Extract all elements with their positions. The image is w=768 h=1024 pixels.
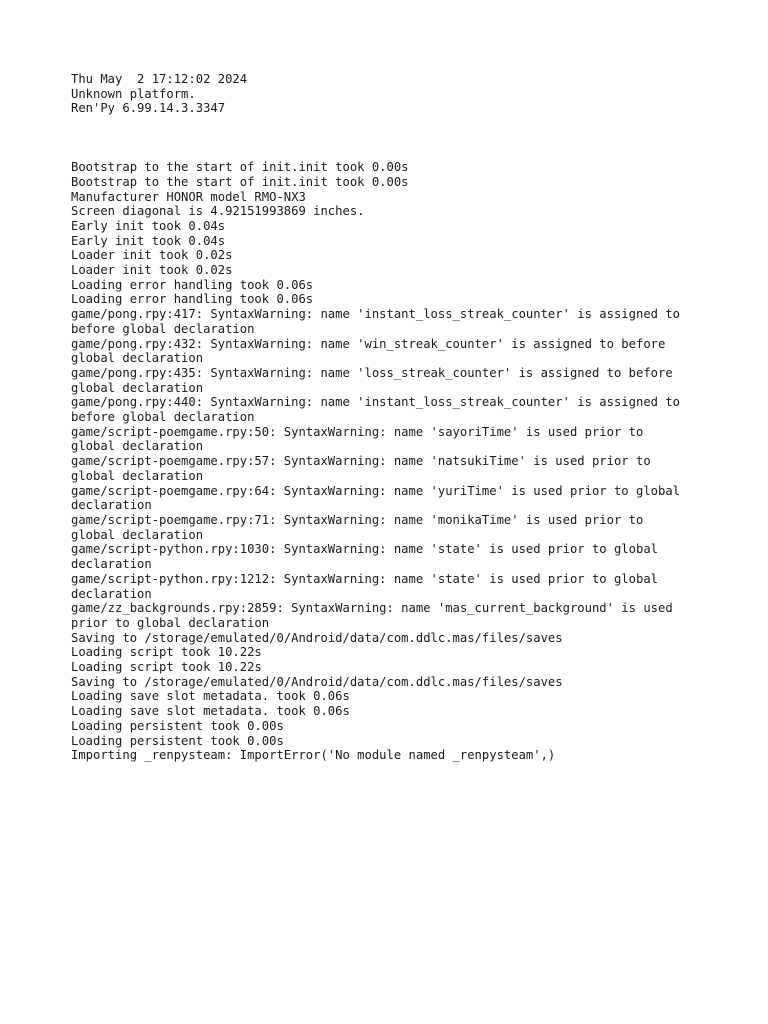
- log-line: Loading error handling took 0.06s: [71, 292, 314, 307]
- log-line: Importing _renpysteam: ImportError('No module named _renpysteam',): [71, 748, 556, 763]
- log-line: Loading error handling took 0.06s: [71, 277, 314, 292]
- log-line: Early init took 0.04s: [71, 218, 226, 233]
- log-line: Loading script took 10.22s: [71, 660, 262, 675]
- log-header: [71, 72, 731, 116]
- log-line: game/pong.rpy:417: SyntaxWarning: name 'instant_loss_streak_counter' is assigned to before global declaration: [71, 307, 681, 336]
- log-line: Manufacturer HONOR model RMO-NX3: [71, 189, 306, 204]
- log-line: Loading persistent took 0.00s: [71, 733, 284, 748]
- log-line: Loading save slot metadata. took 0.06s: [71, 689, 350, 704]
- log-lines: [71, 160, 731, 763]
- header-spacer: [71, 116, 731, 160]
- log-line: Screen diagonal is 4.92151993869 inches.: [71, 204, 365, 219]
- log-line: Loader init took 0.02s: [71, 248, 233, 263]
- log-line: Early init took 0.04s: [71, 233, 226, 248]
- log-line: game/script-poemgame.rpy:50: SyntaxWarning: name 'sayoriTime' is used prior to global declaration: [71, 424, 644, 454]
- log-line: Loading save slot metadata. took 0.06s: [71, 704, 350, 719]
- log-line: game/script-python.rpy:1212: SyntaxWarning: name 'state' is used prior to global declaration: [71, 571, 658, 601]
- log-line: Saving to /storage/emulated/0/Android/data/com.ddlc.mas/files/saves: [71, 674, 563, 689]
- log-line: Loading script took 10.22s: [71, 645, 262, 660]
- log-timestamp: Thu May 2 17:12:02 2024: [71, 72, 248, 86]
- log-line: game/pong.rpy:435: SyntaxWarning: name 'loss_streak_counter' is assigned to before global declaration: [71, 365, 673, 395]
- log-line: game/script-python.rpy:1030: SyntaxWarning: name 'state' is used prior to global declaration: [71, 542, 658, 572]
- log-line: game/script-poemgame.rpy:64: SyntaxWarning: name 'yuriTime' is used prior to global declaration: [71, 483, 681, 513]
- log-line: game/zz_backgrounds.rpy:2859: SyntaxWarning: name 'mas_current_background' is used prior to global declaration: [71, 601, 673, 630]
- log-line: Bootstrap to the start of init.init took 0.00s: [71, 174, 409, 189]
- log-line: game/pong.rpy:440: SyntaxWarning: name 'instant_loss_streak_counter' is assigned to before global declaration: [71, 395, 681, 425]
- log-line: Bootstrap to the start of init.init took 0.00s: [71, 160, 409, 175]
- log-line: game/script-poemgame.rpy:57: SyntaxWarning: name 'natsukiTime' is used prior to global declaration: [71, 454, 651, 483]
- log-platform: Unknown platform.: [71, 86, 196, 101]
- log-line: Loader init took 0.02s: [71, 263, 233, 278]
- log-line: game/pong.rpy:432: SyntaxWarning: name 'win_streak_counter' is assigned to before global declaration: [71, 336, 666, 366]
- log-version: Ren'Py 6.99.14.3.3347: [71, 101, 226, 116]
- log-line: Loading persistent took 0.00s: [71, 718, 284, 733]
- log-line: Saving to /storage/emulated/0/Android/data/com.ddlc.mas/files/saves: [71, 630, 563, 645]
- log-document: [71, 72, 731, 763]
- log-line: game/script-poemgame.rpy:71: SyntaxWarning: name 'monikaTime' is used prior to global declaration: [71, 512, 644, 542]
